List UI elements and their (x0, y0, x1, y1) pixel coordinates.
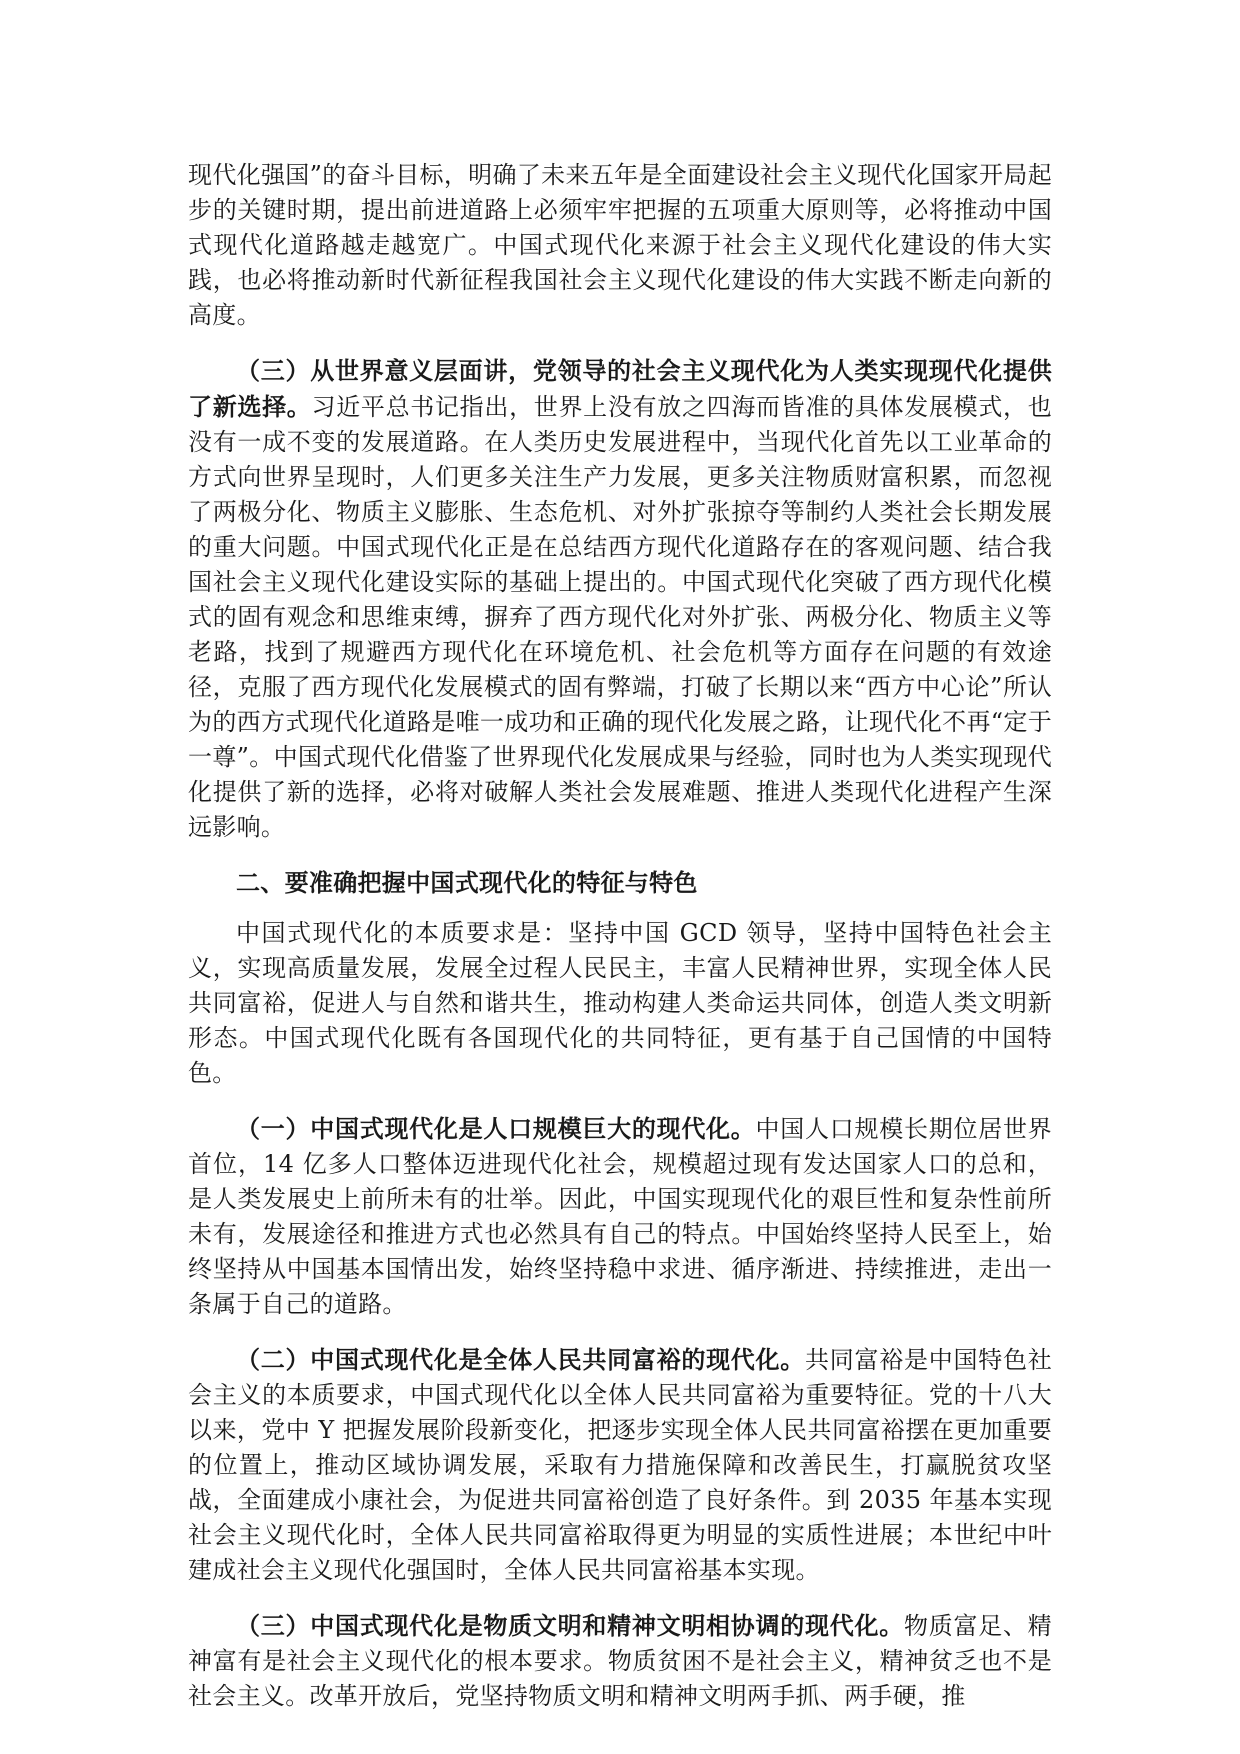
paragraph-text: 共同富裕是中国特色社会主义的本质要求，中国式现代化以全体人民共同富裕为重要特征。党的十八大以来，党中 Y 把握发展阶段新变化，把逐步实现全体人民共同富裕摆在更加重要的位置上，推动区域协调发展，采取有力措施保障和改善民生，打赢脱贫攻坚战，全面建成小康社会，为促进共同富裕创造了良好条件。到 2035 年基本实现社会主义现代化时，全体人民共同富裕取得更为明显的实质性进展；本世纪中叶建成社会主义现代化强国时，全体人民共同富裕基本实现。 (188, 1346, 1052, 1584)
paragraph-text: 中国式现代化的本质要求是：坚持中国 GCD 领导，坚持中国特色社会主义，实现高质量发展，发展全过程人民民主，丰富人民精神世界，实现全体人民共同富裕，促进人与自然和谐共生，推动构建人类命运共同体，创造人类文明新形态。中国式现代化既有各国现代化的共同特征，更有基于自己国情的中国特色。 (188, 919, 1052, 1087)
paragraph-lead: （二）中国式现代化是全体人民共同富裕的现代化。 (236, 1345, 806, 1374)
paragraph-text: 物质富足、精神富有是社会主义现代化的根本要求。物质贫困不是社会主义，精神贫乏也不是社会主义。改革开放后，党坚持物质文明和精神文明两手抓、两手硬，推 (188, 1612, 1052, 1710)
paragraph-world-significance (188, 353, 1052, 845)
paragraph-text: 习近平总书记指出，世界上没有放之四海而皆准的具体发展模式，也没有一成不变的发展道路。在人类历史发展进程中，当现代化首先以工业革命的方式向世界呈现时，人们更多关注生产力发展，更多关注物质财富积累，而忽视了两极分化、物质主义膨胀、生态危机、对外扩张掠夺等制约人类社会长期发展的重大问题。中国式现代化正是在总结西方现代化道路存在的客观问题、结合我国社会主义现代化建设实际的基础上提出的。中国式现代化突破了西方现代化模式的固有观念和思维束缚，摒弃了西方现代化对外扩张、两极分化、物质主义等老路，找到了规避西方现代化在环境危机、社会危机等方面存在问题的有效途径，克服了西方现代化发展模式的固有弊端，打破了长期以来“西方中心论”所认为的西方式现代化道路是唯一成功和正确的现代化发展之路，让现代化不再“定于一尊”。中国式现代化借鉴了世界现代化发展成果与经验，同时也为人类实现现代化提供了新的选择，必将对破解人类社会发展难题、推进人类现代化进程产生深远影响。 (188, 393, 1053, 841)
paragraph-population-scale (188, 1111, 1052, 1322)
paragraph-continuation (188, 158, 1052, 333)
paragraph-essential-requirements (188, 916, 1052, 1091)
document-page (188, 158, 1052, 1734)
section-heading-text: 二、要准确把握中国式现代化的特征与特色 (236, 868, 698, 897)
paragraph-material-spiritual (188, 1608, 1052, 1714)
paragraph-text: 现代化强国”的奋斗目标，明确了未来五年是全面建设社会主义现代化国家开局起步的关键时期，提出前进道路上必须牢牢把握的五项重大原则等，必将推动中国式现代化道路越走越宽广。中国式现代化来源于社会主义现代化建设的伟大实践，也必将推动新时代新征程我国社会主义现代化建设的伟大实践不断走向新的高度。 (188, 161, 1052, 329)
paragraph-lead: （三）从世界意义层面讲，党领导的社会主义现代化为人类实现现代化提供了新选择。 (188, 356, 1052, 421)
section-heading (188, 865, 1052, 900)
paragraph-lead: （一）中国式现代化是人口规模巨大的现代化。 (236, 1114, 756, 1143)
paragraph-lead: （三）中国式现代化是物质文明和精神文明相协调的现代化。 (236, 1611, 904, 1640)
paragraph-text: 中国人口规模长期位居世界首位，14 亿多人口整体迈进现代化社会，规模超过现有发达国家人口的总和，是人类发展史上前所未有的壮举。因此，中国实现现代化的艰巨性和复杂性前所未有，发展途径和推进方式也必然具有自己的特点。中国始终坚持人民至上，始终坚持从中国基本国情出发，始终坚持稳中求进、循序渐进、持续推进，走出一条属于自己的道路。 (188, 1115, 1052, 1318)
paragraph-common-prosperity (188, 1342, 1052, 1588)
